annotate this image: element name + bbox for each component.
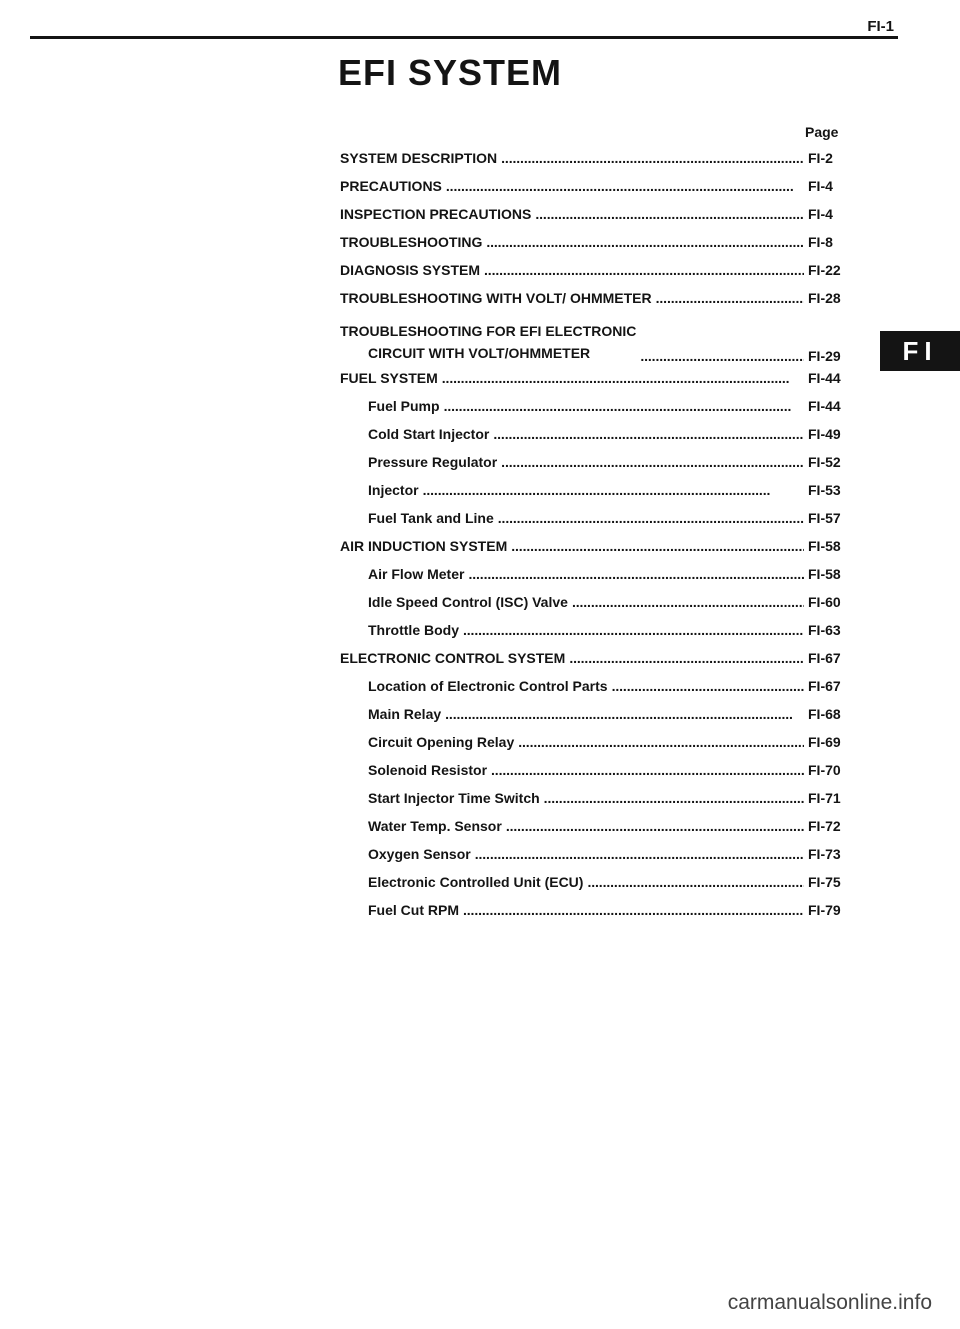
page-column-header: Page [805, 124, 839, 140]
section-tab: FI [880, 331, 960, 371]
toc-subentry[interactable]: Electronic Controlled Unit (ECU) . . . FI-75 [340, 874, 870, 902]
toc-entry[interactable]: INSPECTION PRECAUTIONS . . . FI-4 [340, 206, 870, 234]
toc-subentry[interactable]: Oxygen Sensor . . . FI-73 [340, 846, 870, 874]
toc-subentry[interactable]: Fuel Tank and Line . . . FI-57 [340, 510, 870, 538]
toc-subentry[interactable]: Fuel Cut RPM . . . FI-79 [340, 902, 870, 930]
toc-entry[interactable]: FUEL SYSTEM . . . FI-44 [340, 370, 870, 398]
toc-subentry[interactable]: Start Injector Time Switch . . . FI-71 [340, 790, 870, 818]
toc-entry-line2: CIRCUIT WITH VOLT/OHMMETER [368, 345, 591, 361]
toc-subentry[interactable]: Injector . . . FI-53 [340, 482, 870, 510]
toc-subentry[interactable]: Water Temp. Sensor . . . FI-72 [340, 818, 870, 846]
toc-entry[interactable]: DIAGNOSIS SYSTEM . . . FI-22 [340, 262, 870, 290]
page-title: EFI SYSTEM [338, 52, 563, 93]
toc-subentry[interactable]: Solenoid Resistor . . . FI-70 [340, 762, 870, 790]
toc-entry[interactable]: SYSTEM DESCRIPTION . . . FI-2 [340, 150, 870, 178]
toc-subentry[interactable]: Main Relay . . . FI-68 [340, 706, 870, 734]
toc-entry[interactable]: TROUBLESHOOTING . . . FI-8 [340, 234, 870, 262]
toc-subentry[interactable]: Fuel Pump . . . FI-44 [340, 398, 870, 426]
toc-subentry[interactable]: Air Flow Meter . . . FI-58 [340, 566, 870, 594]
toc-entry[interactable]: AIR INDUCTION SYSTEM . . . FI-58 [340, 538, 870, 566]
watermark: carmanualsonline.info [727, 1291, 932, 1314]
toc-entry-line1: TROUBLESHOOTING FOR EFI ELECTRONIC [340, 323, 637, 339]
toc-subentry[interactable]: Location of Electronic Control Parts . . . FI-67 [340, 678, 870, 706]
toc-entry[interactable]: PRECAUTIONS . . . FI-4 [340, 178, 870, 206]
toc-entry[interactable]: ELECTRONIC CONTROL SYSTEM . . . FI-67 [340, 650, 870, 678]
toc-entry[interactable]: TROUBLESHOOTING WITH VOLT/ OHMMETER . . . FI-28 [340, 290, 870, 318]
header-rule [30, 36, 898, 39]
toc-subentry[interactable]: Pressure Regulator . . . FI-52 [340, 454, 870, 482]
page-number: FI-1 [867, 18, 894, 35]
toc-entry[interactable]: TROUBLESHOOTING FOR EFI ELECTRONIC CIRCUIT WITH VOLT/OHMMETER . . . FI-29 [340, 318, 870, 370]
toc-subentry[interactable]: Throttle Body . . . FI-63 [340, 622, 870, 650]
toc-subentry[interactable]: Cold Start Injector . . . FI-49 [340, 426, 870, 454]
toc-subentry[interactable]: Idle Speed Control (ISC) Valve . . . FI-60 [340, 594, 870, 622]
toc-subentry[interactable]: Circuit Opening Relay . . . FI-69 [340, 734, 870, 762]
toc-list [340, 150, 870, 930]
